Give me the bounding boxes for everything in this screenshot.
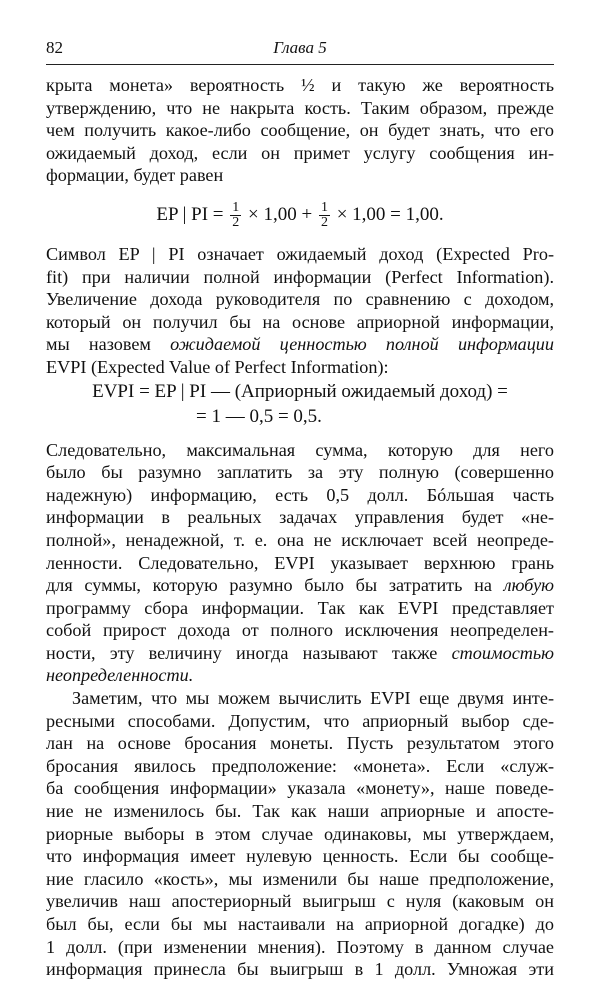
text-line: Заметим, что мы можем вычислить EVPI еще двумя инте-	[72, 688, 554, 709]
formula-expected-profit	[46, 187, 554, 243]
page-number: 82	[46, 38, 63, 57]
text-line: формации, будет равен	[46, 165, 224, 186]
text-line: который он получил бы на основе априорной информации,	[46, 311, 554, 332]
header-rule	[46, 64, 554, 65]
text-run: ности, эту величину иногда называют также	[46, 642, 452, 663]
text-line: бросания явилось предположение: «монета». Если «служ-	[46, 755, 554, 776]
emphasis-term: стоимостью	[451, 642, 554, 663]
text-line	[46, 574, 554, 597]
formula-evpi-line1: EVPI = EP | PI — (Априорный ожидаемый доход) =	[92, 380, 508, 402]
text-line: EVPI (Expected Value of Perfect Information):	[46, 356, 389, 377]
formula-term: × 1,00 = 1,00.	[331, 203, 444, 225]
text-run: для суммы, которую разумно было бы затратить на	[46, 575, 504, 596]
text-line: ленности. Следовательно, EVPI указывает верхнюю грань	[46, 552, 554, 573]
fraction-numerator: 1	[320, 200, 328, 216]
text-line	[46, 642, 554, 665]
page-header	[46, 38, 554, 62]
fraction-numerator: 1	[232, 200, 240, 216]
text-line: риорные выборы в этом случае одинаковы, мы утверждаем,	[46, 823, 554, 844]
text-line: чем получить какое-либо сообщение, он будет знать, что его	[46, 120, 554, 141]
emphasis-term: ожидаемой ценностью полной информации	[170, 334, 554, 355]
text-line: лан на основе бросания монеты. Пусть результатом этого	[46, 733, 554, 754]
fraction	[230, 201, 241, 230]
text-line: ба сообщения информации» указала «монету», наше поведе-	[46, 778, 554, 799]
text-line: увеличив наш апостериорный выигрыш с нуля (каковым он	[46, 891, 554, 912]
formula-evpi-line2: = 1 — 0,5 = 0,5.	[196, 405, 322, 427]
text-line: информация принесла бы выигрыш в 1 долл. Умножая эти	[46, 959, 554, 980]
text-line: был бы, если бы мы настаивали на априорной догадке) до	[46, 914, 554, 934]
fraction	[319, 201, 330, 230]
text-line: надежную) информацию, есть 0,5 долл. Бóльшая часть	[46, 484, 554, 505]
text-line: 1 долл. (при изменении мнения). Поэтому в данном случае	[46, 936, 554, 957]
text-line	[46, 333, 554, 356]
text-line: Увеличение дохода руководителя по сравнению с доходом,	[46, 289, 554, 310]
text-line	[46, 664, 554, 687]
emphasis-term: неопределенности.	[46, 665, 194, 686]
formula-term: × 1,00 +	[243, 203, 317, 225]
text-line: информации в реальных задачах управления будет «не-	[46, 507, 554, 528]
text-line: ресными способами. Допустим, что априорный выбор сде-	[46, 710, 554, 731]
text-line: ожидаемый доход, если он примет услугу сообщения ин-	[46, 142, 554, 163]
text-line: было бы разумно заплатить за эту полную (совершенно	[46, 462, 554, 483]
fraction-denominator: 2	[232, 215, 240, 231]
text-line: Символ EP | PI означает ожидаемый доход (Expected Pro-	[46, 243, 554, 264]
text-line: ние гласило «кость», мы изменили бы наше предположение,	[46, 868, 554, 889]
page-body	[46, 74, 554, 981]
text-line: утверждению, что не накрыта кость. Таким образом, прежде	[46, 97, 554, 118]
text-line: Следовательно, максимальная сумма, которую для него	[46, 439, 554, 460]
text-line: собой прирост дохода от полного исключения неопределен-	[46, 620, 554, 641]
formula-lhs: EP | PI =	[156, 203, 229, 225]
text-line: fit) при наличии полной информации (Perfect Information).	[46, 266, 554, 287]
text-line: ние не изменилось бы. Так как наши априорные и апосте-	[46, 801, 554, 822]
fraction-denominator: 2	[320, 215, 328, 231]
text-run: мы назовем	[46, 334, 171, 355]
text-line: что информация имеет нулевую ценность. Если бы сообще-	[46, 846, 554, 867]
emphasis-term: любую	[503, 575, 554, 596]
running-title: Глава 5	[273, 38, 327, 57]
text-line: программу сбора информации. Так как EVPI представляет	[46, 597, 554, 618]
spacer	[46, 429, 554, 439]
text-line: полной», ненадежной, т. е. она не исключает всей неопреде-	[46, 529, 554, 550]
text-line: крыта монета» вероятность ½ и такую же вероятность	[46, 75, 554, 95]
